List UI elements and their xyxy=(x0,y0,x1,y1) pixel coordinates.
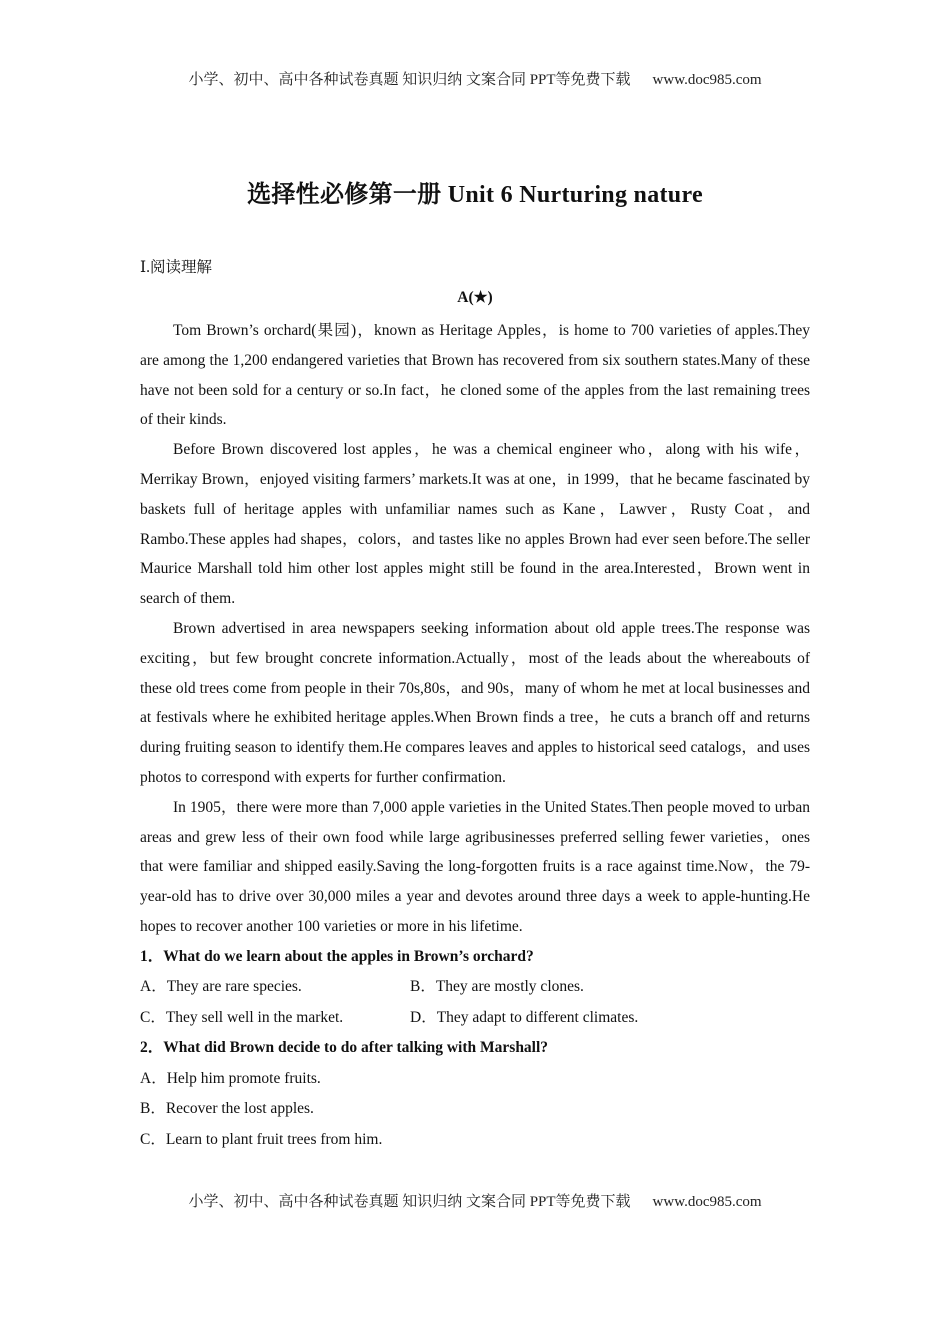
footer-text: 小学、初中、高中各种试卷真题 知识归纳 文案合同 PPT等免费下载 xyxy=(188,1194,631,1210)
page-header xyxy=(0,68,950,89)
header-url[interactable]: www.doc985.com xyxy=(652,72,762,88)
footer-url[interactable]: www.doc985.com xyxy=(652,1194,762,1210)
paragraph-2: Before Brown discovered lost apples，he was a chemical engineer who，along with his wife，Merrikay Brown，enjoyed visiting farmers’ markets.It was at one，in 1999，that he became fascinated by baskets full of heritage apples with unfamiliar names such as Kane，Lawver，Rusty Coat，and Rambo.These apples had shapes，colors，and tastes like no apples Brown had ever seen before.The seller Maurice Marshall told him other lost apples might still be found in the area.Interested，Brown went in search of them. xyxy=(140,441,810,608)
question-1-option-c: C．They sell well in the market. xyxy=(140,1008,344,1026)
question-2-option-c: C．Learn to plant fruit trees from him. xyxy=(140,1130,383,1148)
question-2-stem: 2．What did Brown decide to do after talking with Marshall? xyxy=(140,1039,549,1057)
question-1-option-d: D．They adapt to different climates. xyxy=(410,1008,639,1026)
question-2-option-a: A．Help him promote fruits. xyxy=(140,1069,321,1087)
page-footer xyxy=(0,1190,950,1211)
passage-label: A(★) xyxy=(457,289,493,306)
question-1-option-b: B．They are mostly clones. xyxy=(410,978,584,996)
question-1-options-row-1 xyxy=(140,972,810,1003)
document-body xyxy=(140,256,810,1155)
question-1-options-row-2 xyxy=(140,1003,810,1034)
question-2-option-b: B．Recover the lost apples. xyxy=(140,1100,314,1118)
question-1-stem: 1．What do we learn about the apples in Brown’s orchard? xyxy=(140,947,534,965)
section-heading: Ⅰ.阅读理解 xyxy=(140,259,212,276)
paragraph-1: Tom Brown’s orchard(果园)，known as Heritage Apples，is home to 700 varieties of apples.They are among the 1,200 endangered varieties that Brown has recovered from six southern states.Many of these have not been sold for a century or so.In fact，he cloned some of the apples from the last remaining trees of their kinds. xyxy=(140,322,810,429)
page-title: 选择性必修第一册 Unit 6 Nurturing nature xyxy=(247,182,703,208)
paragraph-3: Brown advertised in area newspapers seeking information about old apple trees.The response was exciting，but few brought concrete information.Actually，most of the leads about the whereabouts of these old trees come from people in their 70s,80s，and 90s，many of whom he met at local businesses and at festivals where he exhibited heritage apples.When Brown finds a tree，he cuts a branch off and returns during fruiting season to identify them.He compares leaves and apples to historical seed catalogs，and uses photos to correspond with experts for further confirmation. xyxy=(140,619,810,786)
paragraph-4: In 1905，there were more than 7,000 apple varieties in the United States.Then people moved to urban areas and grew less of their own food while large agribusinesses preferred selling fewer varieties，ones that were familiar and shipped easily.Saving the long-forgotten fruits is a race against time.Now，the 79-year-old has to drive over 30,000 miles a year and devotes around three days a week to apple-hunting.He hopes to recover another 100 varieties or more in his lifetime. xyxy=(140,798,810,935)
question-1-option-a: A．They are rare species. xyxy=(140,978,302,996)
header-text: 小学、初中、高中各种试卷真题 知识归纳 文案合同 PPT等免费下载 xyxy=(188,72,631,88)
